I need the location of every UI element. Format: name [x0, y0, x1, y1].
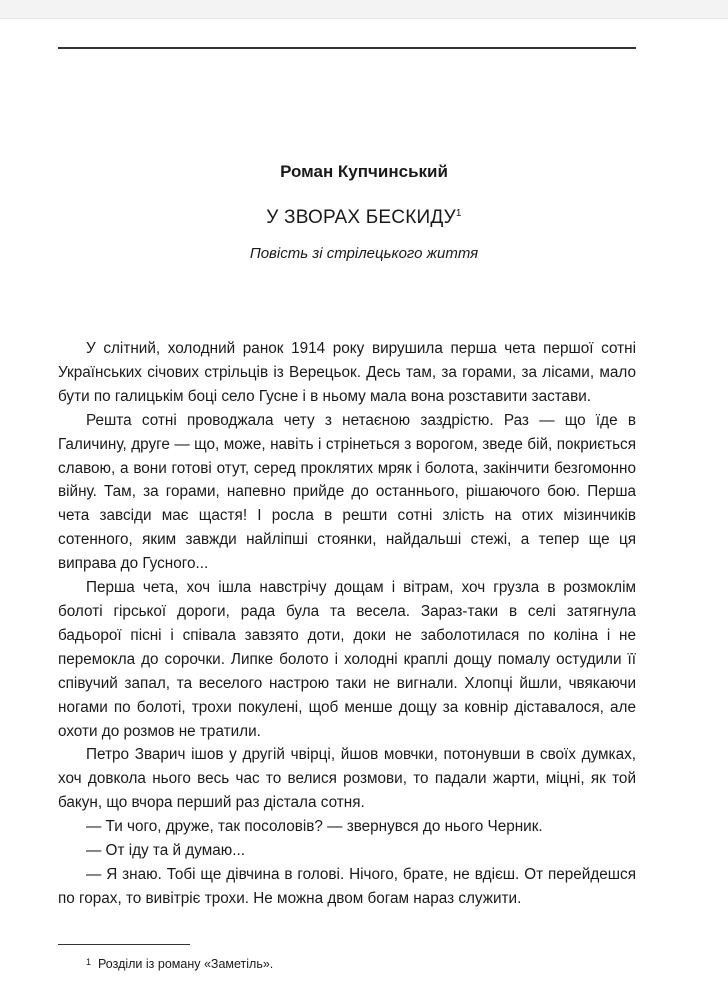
footnote-rule [58, 944, 190, 945]
paragraph: У слітний, холодний ранок 1914 року вирушила перша чета першої сотні Українських січових стрільців із Верецьок. Десь там, за горами, за лісами, мало бути по галицькім боці село Гусне і в ньому мала вона розставити застави. [58, 340, 636, 405]
body-text [58, 337, 636, 911]
paragraph: Петро Зварич ішов у другій чвірці, йшов мовчки, потонувши в своїх думках, хоч довкола нього весь час то велися розмови, то падали жарти, міцні, як той бакун, що вчора перший раз дістала сотня. [58, 746, 636, 812]
paragraph: — Я знаю. Тобі ще дівчина в голові. Нічого, брате, не вдієш. От перейдешся по горах, то вивітріє трохи. Не можна двом богам нараз служити. [58, 865, 636, 907]
footnote-text: Розділи із роману «Заметіль». [98, 957, 274, 971]
author-name: Роман Купчинський [280, 162, 448, 181]
header-rule [58, 47, 636, 49]
viewer-top-band [0, 0, 728, 19]
work-title [0, 207, 728, 229]
paragraph: Решта сотні проводжала чету з нетаєною заздрістю. Раз — що їде в Галичину, друге — що, може, навіть і стрінеться з ворогом, зведе бій, покриється славою, а вони готові отут, серед проклятих мряк і болота, закінчити безгомонно війну. Там, за горами, напевно прийде до останнього, рішаючого бою. Перша чета завсіди має щастя! І росла в решти сотні злість на отих мізинчиків сотенного, яким завжди найліпші стоянки, найдальші стежі, а тепер ще ця виправа до Гусного... [58, 411, 636, 573]
work-title-text: У ЗВОРАХ БЕСКИДУ [266, 207, 456, 228]
footnote-mark: 1 [86, 957, 92, 967]
work-subtitle: Повість зі стрілецького життя [249, 245, 479, 262]
title-footnote-mark[interactable]: 1 [455, 208, 462, 219]
paragraph: — От іду та й думаю... [86, 842, 245, 860]
footnote [86, 957, 273, 971]
paragraph: Перша чета, хоч ішла навстрічу дощам і вітрам, хоч грузла в розмоклім болоті гірської дороги, рада була та весела. Зараз-таки в селі затягнула бадьорої пісні і співала завзято доти, доки не заболотилася по коліна і не перемокла до сорочки. Липке болото і холодні краплі дощу помалу остудили її співучий запал, та веселого настрою таки не вигнали. Хлопці йшли, чвякаючи ногами по болоті, трохи покулені, щоб менше дощу за ковнір діставалося, але охоти до розмов не тратили. [58, 579, 636, 740]
paragraph: — Ти чого, друже, так посоловів? — звернувся до нього Черник. [86, 818, 543, 836]
